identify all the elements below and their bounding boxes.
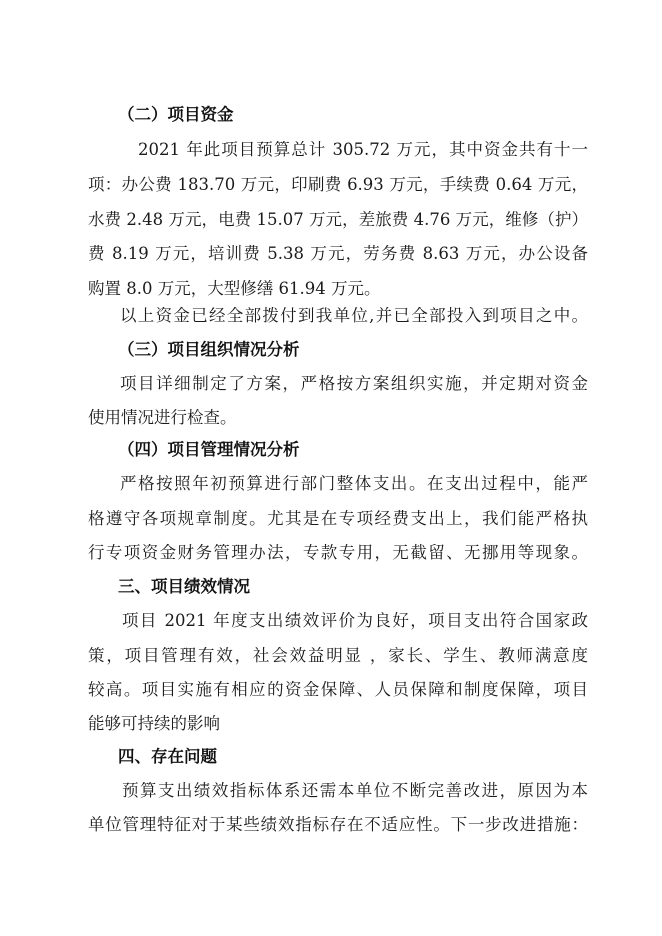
paragraph-line: 2021 年此项目预算总计 305.72 万元，其中资金共有十一 xyxy=(138,140,588,159)
paragraph-line: 使用情况进行检查。 xyxy=(88,408,237,427)
paragraph-line: 单位管理特征对于某些绩效指标存在不适应性。下一步改进措施： xyxy=(88,815,588,834)
paragraph-line: 项：办公费 183.70 万元，印刷费 6.93 万元，手续费 0.64 万元， xyxy=(88,175,588,194)
paragraph-line: 能够可持续的影响 xyxy=(88,714,220,733)
paragraph-line: 购置 8.0 万元，大型修缮 61.94 万元。 xyxy=(88,279,381,298)
paragraph-line: 行专项资金财务管理办法，专款专用，无截留、无挪用等现象。 xyxy=(88,543,588,562)
paragraph-line: 费 8.19 万元，培训费 5.38 万元，劳务费 8.63 万元，办公设备 xyxy=(88,244,588,263)
section-heading-organization-analysis: （三）项目组织情况分析 xyxy=(118,340,300,359)
section-heading-management-analysis: （四）项目管理情况分析 xyxy=(118,440,300,459)
paragraph-line: 严格按照年初预算进行部门整体支出。在支出过程中，能严 xyxy=(120,474,588,493)
paragraph-line: 策，项目管理有效，社会效益明显 ，家长、学生、教师满意度 xyxy=(88,646,588,665)
paragraph-line: 预算支出绩效指标体系还需本单位不断完善改进，原因为本 xyxy=(122,781,588,800)
paragraph-line: 水费 2.48 万元，电费 15.07 万元，差旅费 4.76 万元，维修（护） xyxy=(88,210,588,229)
paragraph-line: 以上资金已经全部拨付到我单位,并已全部投入到项目之中。 xyxy=(120,306,588,325)
section-heading-existing-problems: 四、存在问题 xyxy=(118,747,217,766)
paragraph-line: 较高。项目实施有相应的资金保障、人员保障和制度保障，项目 xyxy=(88,680,588,699)
section-heading-performance: 三、项目绩效情况 xyxy=(118,577,250,596)
section-heading-project-funds: （二）项目资金 xyxy=(118,105,234,124)
paragraph-line: 格遵守各项规章制度。尤其是在专项经费支出上，我们能严格执 xyxy=(88,509,588,528)
paragraph-line: 项目 2021 年度支出绩效评价为良好，项目支出符合国家政 xyxy=(122,611,588,630)
paragraph-line: 项目详细制定了方案，严格按方案组织实施，并定期对资金 xyxy=(120,374,588,393)
